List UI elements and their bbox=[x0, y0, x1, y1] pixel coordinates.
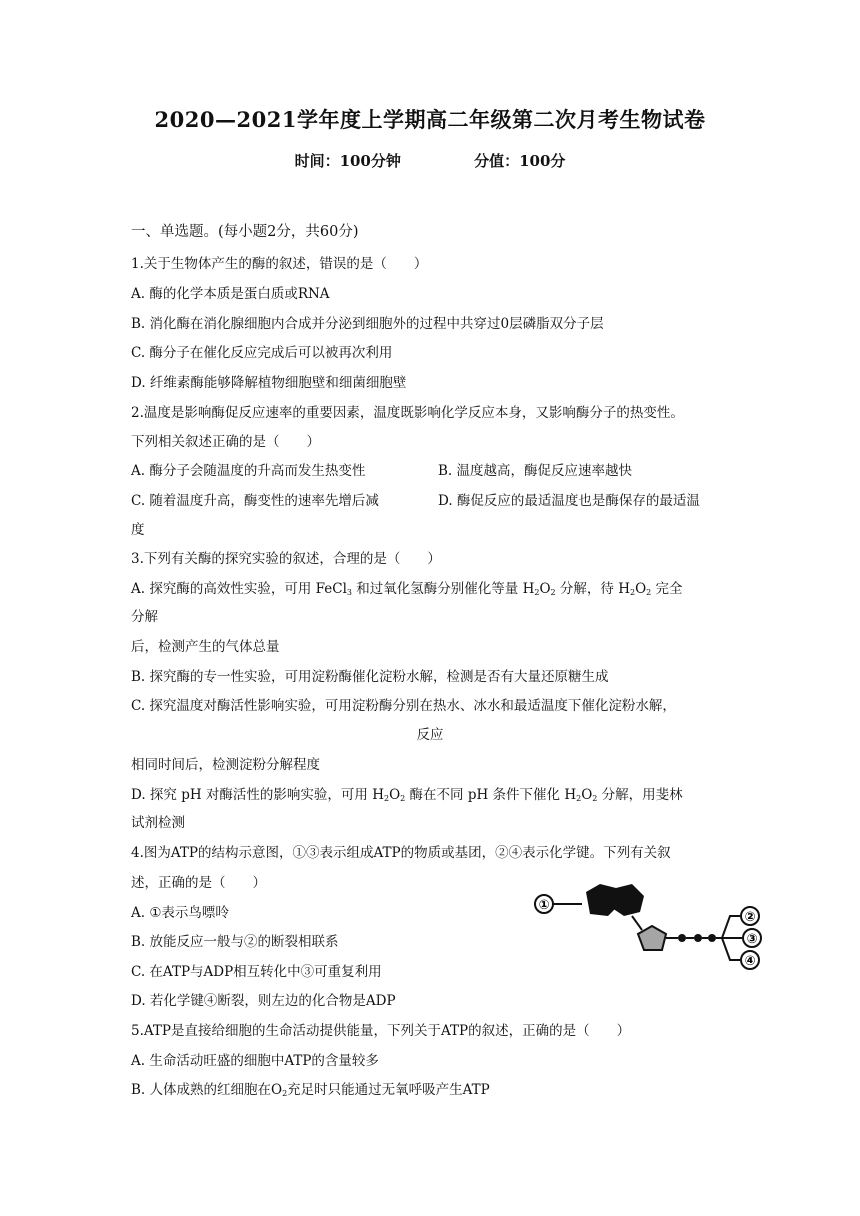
q3-option-c-continued: 相同时间后，检测淀粉分解程度 bbox=[131, 757, 320, 773]
q5-stem: 5.ATP是直接给细胞的生命活动提供能量，下列关于ATP的叙述，正确的是（ ） bbox=[131, 1023, 631, 1039]
q3-option-a-continued-1: 分解 bbox=[131, 609, 158, 625]
phosphate-dot-3 bbox=[708, 934, 716, 942]
q3-option-c-center: 反应 bbox=[416, 727, 444, 743]
q5-option-a: A. 生命活动旺盛的细胞中ATP的含量较多 bbox=[131, 1053, 379, 1069]
q3-option-d-continued: 试剂检测 bbox=[131, 815, 185, 831]
q3-stem: 3.下列有关酶的探究实验的叙述，合理的是（ ） bbox=[131, 551, 441, 567]
phosphate-dot-1 bbox=[678, 934, 686, 942]
q4-option-a: A. ①表示鸟嘌呤 bbox=[131, 905, 229, 921]
q4-option-c: C. 在ATP与ADP相互转化中③可重复利用 bbox=[131, 964, 382, 980]
q2-option-d-continued: 度 bbox=[131, 522, 145, 538]
glycosidic-bond bbox=[632, 916, 642, 930]
q4-option-b: B. 放能反应一般与②的断裂相联系 bbox=[131, 934, 339, 950]
q1-option-c: C. 酶分子在催化反应完成后可以被再次利用 bbox=[131, 345, 393, 361]
q4-option-d: D. 若化学键④断裂，则左边的化合物是ADP bbox=[131, 993, 396, 1009]
label-1-text: ① bbox=[538, 898, 550, 913]
q4-stem-line1: 4.图为ATP的结构示意图，①③表示组成ATP的物质或基团，②④表示化学键。下列有关叙 bbox=[131, 845, 671, 861]
adenine-ring-2 bbox=[612, 884, 644, 916]
q4-stem-line2: 述，正确的是（ ） bbox=[131, 875, 266, 891]
exam-title: 2020—2021学年度上学期高二年级第二次月考生物试卷 bbox=[154, 107, 706, 132]
q5-option-b: B. 人体成熟的红细胞在$O_2$充足时只能通过无氧呼吸产生ATP bbox=[131, 1082, 490, 1098]
q2-option-a: A. 酶分子会随温度的升高而发生热变性 bbox=[131, 463, 366, 479]
exam-meta bbox=[0, 150, 860, 171]
atp-structure-diagram bbox=[528, 876, 768, 974]
q2-option-d: D. 酶促反应的最适温度也是酶保存的最适温 bbox=[438, 493, 700, 509]
phosphate-dot-2 bbox=[694, 934, 702, 942]
q3-option-c: C. 探究温度对酶活性影响实验，可用淀粉酶分别在热水、冰水和最适温度下催化淀粉水解， bbox=[131, 698, 676, 714]
exam-time: 时间：100分钟 bbox=[294, 152, 401, 170]
label-3-text: ③ bbox=[746, 932, 758, 947]
q3-option-d: D. 探究 pH 对酶活性的影响实验，可用 $H_2O_2$ 酶在不同 pH 条件下催化 $H_2O_2$ 分解，用斐林 bbox=[131, 787, 683, 803]
q1-option-d: D. 纤维素酶能够降解植物细胞壁和细菌细胞壁 bbox=[131, 375, 407, 391]
q1-option-b: B. 消化酶在消化腺细胞内合成并分泌到细胞外的过程中共穿过0层磷脂双分子层 bbox=[131, 316, 604, 332]
label-4-text: ④ bbox=[744, 954, 756, 969]
q1-option-a: A. 酶的化学本质是蛋白质或RNA bbox=[131, 286, 330, 302]
q2-stem-line2: 下列相关叙述正确的是（ ） bbox=[131, 434, 320, 450]
q2-stem-line1: 2.温度是影响酶促反应速率的重要因素，温度既影响化学反应本身，又影响酶分子的热变性。 bbox=[131, 405, 684, 421]
q1-stem: 1.关于生物体产生的酶的叙述，错误的是（ ） bbox=[131, 256, 428, 272]
exam-score: 分值：100分 bbox=[474, 152, 566, 170]
q2-option-c: C. 随着温度升高，酶变性的速率先增后减 bbox=[131, 493, 379, 509]
q3-option-a-continued-2: 后，检测产生的气体总量 bbox=[131, 639, 280, 655]
q2-option-b: B. 温度越高，酶促反应速率越快 bbox=[438, 463, 633, 479]
label-branch-lines bbox=[716, 916, 742, 960]
q3-option-b: B. 探究酶的专一性实验，可用淀粉酶催化淀粉水解，检测是否有大量还原糖生成 bbox=[131, 669, 609, 685]
label-2-text: ② bbox=[744, 910, 756, 925]
q3-option-a: A. 探究酶的高效性实验，可用 FeCl$_3$ 和过氧化氢酶分别催化等量 $H_2O_2$ 分解，待 $H_2O_2$ 完全 bbox=[131, 581, 683, 597]
section-heading: 一、单选题。(每小题2分，共60分) bbox=[131, 224, 359, 240]
